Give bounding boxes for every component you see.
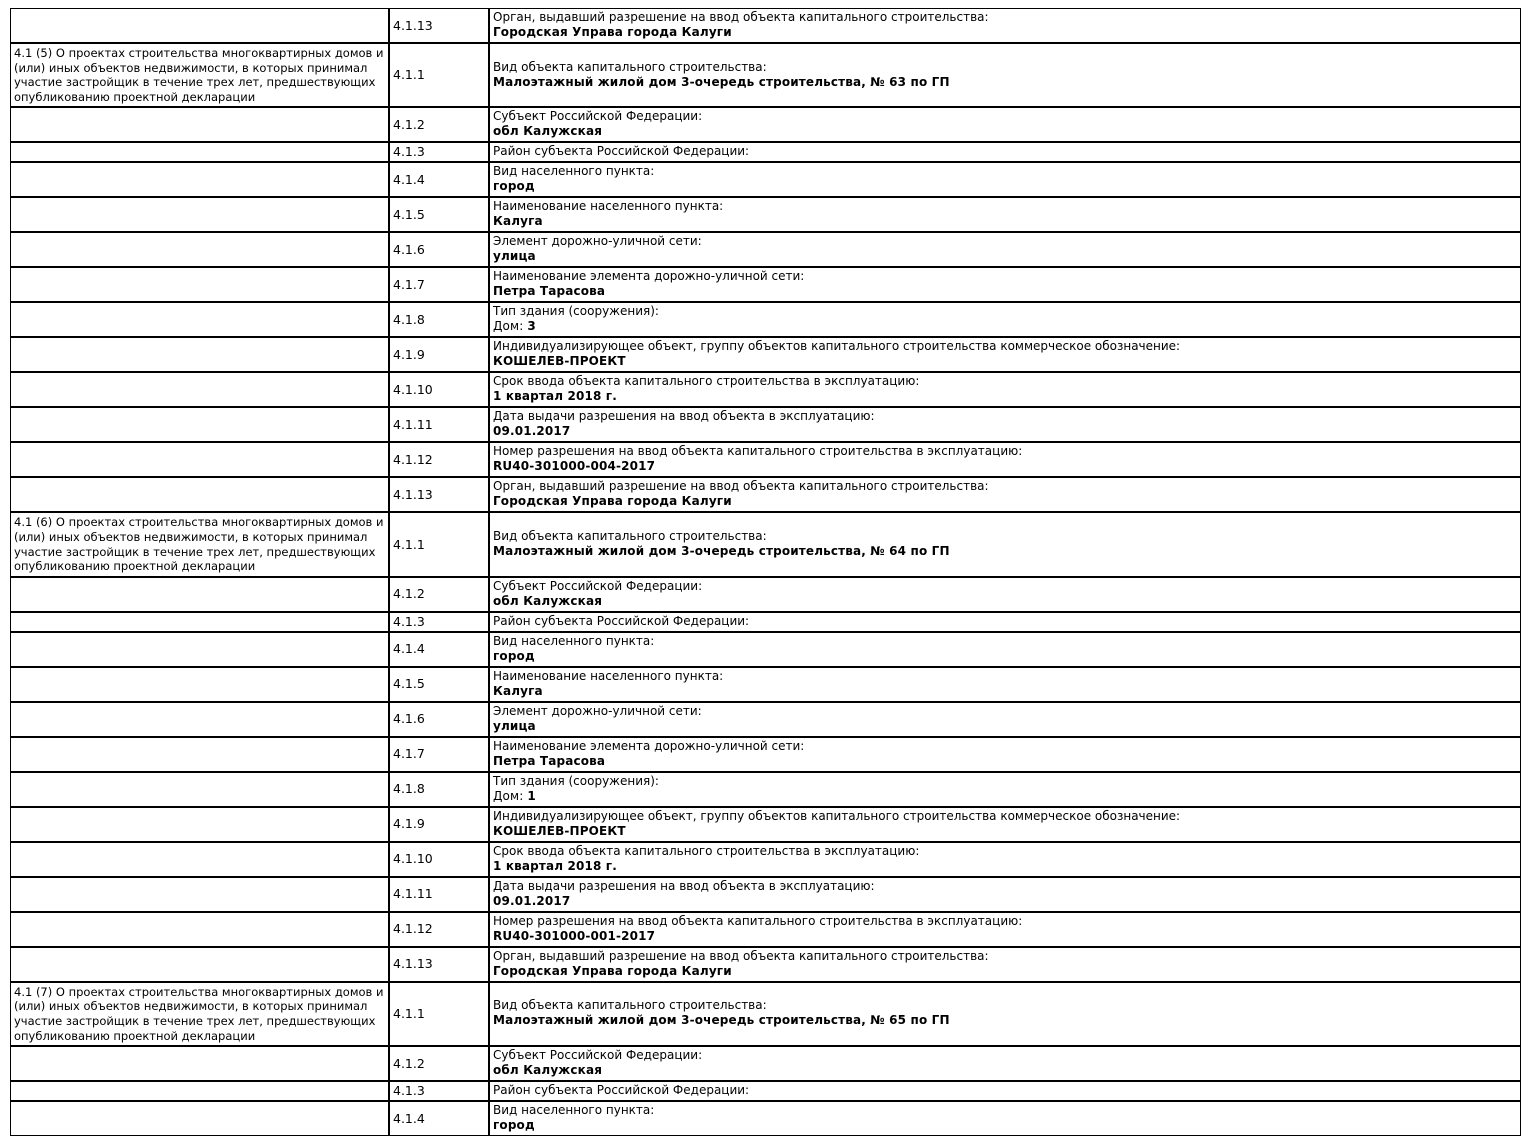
field-label: Субъект Российской Федерации: bbox=[493, 578, 703, 593]
field-value-text: RU40-301000-004-2017 bbox=[493, 459, 656, 474]
row-content-cell bbox=[489, 477, 1521, 512]
field-value bbox=[493, 544, 1516, 559]
table-row bbox=[10, 337, 1521, 372]
section-spacer-cell bbox=[10, 912, 389, 947]
field-value bbox=[493, 964, 1516, 979]
table-row bbox=[10, 947, 1521, 982]
row-code: 4.1.7 bbox=[389, 737, 489, 772]
table-row bbox=[10, 162, 1521, 197]
row-code: 4.1.13 bbox=[389, 8, 489, 43]
section-spacer-cell bbox=[10, 267, 389, 302]
section-spacer-cell bbox=[10, 302, 389, 337]
row-code: 4.1.10 bbox=[389, 372, 489, 407]
row-content-cell bbox=[489, 337, 1521, 372]
field-label: Вид населенного пункта: bbox=[493, 1103, 655, 1118]
field-value bbox=[493, 214, 1516, 229]
field-value-text: 09.01.2017 bbox=[493, 893, 571, 908]
section-spacer-cell bbox=[10, 8, 389, 43]
field-label: Район субъекта Российской Федерации: bbox=[493, 1083, 750, 1098]
section-spacer-cell bbox=[10, 107, 389, 142]
table-row bbox=[10, 107, 1521, 142]
table-row bbox=[10, 302, 1521, 337]
field-label: Номер разрешения на ввод объекта капитального строительства в эксплуатацию: bbox=[493, 913, 1023, 928]
field-value-text: улица bbox=[493, 249, 536, 264]
row-code: 4.1.4 bbox=[389, 1101, 489, 1136]
field-label: Наименование элемента дорожно-уличной сети: bbox=[493, 269, 805, 284]
section-title-cell: 4.1 (7) О проектах строительства многоквартирных домов и (или) иных объектов недвижимости, в которых принимал участие застройщик в течение трех лет, предшествующих опубликованию проектной декларации bbox=[10, 982, 389, 1046]
section-spacer-cell bbox=[10, 577, 389, 612]
row-code: 4.1.4 bbox=[389, 162, 489, 197]
table-row bbox=[10, 372, 1521, 407]
section-spacer-cell bbox=[10, 1081, 389, 1101]
row-content-cell bbox=[489, 372, 1521, 407]
section-spacer-cell bbox=[10, 947, 389, 982]
row-content-cell bbox=[489, 1081, 1521, 1101]
field-value-prefix: Дом: bbox=[493, 319, 528, 334]
row-content-cell bbox=[489, 877, 1521, 912]
field-value-text: обл Калужская bbox=[493, 124, 603, 139]
section-spacer-cell bbox=[10, 702, 389, 737]
section-spacer-cell bbox=[10, 737, 389, 772]
field-value bbox=[493, 1063, 1516, 1078]
field-value-text: RU40-301000-001-2017 bbox=[493, 928, 656, 943]
table-row bbox=[10, 737, 1521, 772]
row-content-cell bbox=[489, 947, 1521, 982]
declaration-table bbox=[10, 8, 1521, 1136]
row-content-cell bbox=[489, 1101, 1521, 1136]
section-title-cell: 4.1 (6) О проектах строительства многоквартирных домов и (или) иных объектов недвижимости, в которых принимал участие застройщик в течение трех лет, предшествующих опубликованию проектной декларации bbox=[10, 512, 389, 576]
field-value bbox=[493, 124, 1516, 139]
row-content-cell bbox=[489, 772, 1521, 807]
row-code: 4.1.8 bbox=[389, 772, 489, 807]
field-label: Орган, выдавший разрешение на ввод объекта капитального строительства: bbox=[493, 948, 989, 963]
field-value bbox=[493, 894, 1516, 909]
table-row bbox=[10, 912, 1521, 947]
section-spacer-cell bbox=[10, 142, 389, 162]
field-value bbox=[493, 249, 1516, 264]
field-label: Наименование элемента дорожно-уличной сети: bbox=[493, 738, 805, 753]
field-value bbox=[493, 319, 1516, 334]
field-label: Вид населенного пункта: bbox=[493, 633, 655, 648]
row-code: 4.1.1 bbox=[389, 43, 489, 107]
row-code: 4.1.9 bbox=[389, 337, 489, 372]
field-value bbox=[493, 424, 1516, 439]
row-content-cell bbox=[489, 982, 1521, 1046]
row-content-cell bbox=[489, 632, 1521, 667]
field-label: Субъект Российской Федерации: bbox=[493, 109, 703, 124]
field-value bbox=[493, 649, 1516, 664]
row-content-cell bbox=[489, 612, 1521, 632]
row-code: 4.1.11 bbox=[389, 877, 489, 912]
field-value-text: обл Калужская bbox=[493, 1063, 603, 1078]
field-value-text: КОШЕЛЕВ-ПРОЕКТ bbox=[493, 823, 626, 838]
field-value-text: Калуга bbox=[493, 214, 543, 229]
field-label: Район субъекта Российской Федерации: bbox=[493, 144, 750, 159]
field-value bbox=[493, 719, 1516, 734]
row-code: 4.1.13 bbox=[389, 947, 489, 982]
table-row bbox=[10, 667, 1521, 702]
field-value bbox=[493, 684, 1516, 699]
field-value bbox=[493, 1118, 1516, 1133]
field-label: Срок ввода объекта капитального строительства в эксплуатацию: bbox=[493, 843, 920, 858]
section-spacer-cell bbox=[10, 1101, 389, 1136]
table-row bbox=[10, 267, 1521, 302]
field-label: Наименование населенного пункта: bbox=[493, 668, 724, 683]
field-value-text: КОШЕЛЕВ-ПРОЕКТ bbox=[493, 354, 626, 369]
row-code: 4.1.12 bbox=[389, 912, 489, 947]
field-label: Наименование населенного пункта: bbox=[493, 199, 724, 214]
row-code: 4.1.1 bbox=[389, 982, 489, 1046]
row-content-cell bbox=[489, 142, 1521, 162]
field-label: Тип здания (сооружения): bbox=[493, 773, 659, 788]
table-body bbox=[10, 8, 1521, 1136]
field-label: Орган, выдавший разрешение на ввод объекта капитального строительства: bbox=[493, 10, 989, 24]
field-value bbox=[493, 179, 1516, 194]
row-content-cell bbox=[489, 1046, 1521, 1081]
table-row bbox=[10, 43, 1521, 107]
row-content-cell bbox=[489, 702, 1521, 737]
row-code: 4.1.2 bbox=[389, 107, 489, 142]
row-content-cell bbox=[489, 197, 1521, 232]
section-spacer-cell bbox=[10, 477, 389, 512]
row-code: 4.1.6 bbox=[389, 702, 489, 737]
row-code: 4.1.3 bbox=[389, 612, 489, 632]
section-spacer-cell bbox=[10, 772, 389, 807]
row-content-cell bbox=[489, 162, 1521, 197]
field-value bbox=[493, 494, 1516, 509]
table-row bbox=[10, 8, 1521, 43]
row-content-cell bbox=[489, 912, 1521, 947]
row-content-cell bbox=[489, 577, 1521, 612]
section-spacer-cell bbox=[10, 197, 389, 232]
field-value-prefix: Дом: bbox=[493, 788, 528, 803]
row-content-cell bbox=[489, 512, 1521, 576]
field-value bbox=[493, 754, 1516, 769]
section-spacer-cell bbox=[10, 842, 389, 877]
row-code: 4.1.10 bbox=[389, 842, 489, 877]
table-row bbox=[10, 407, 1521, 442]
row-code: 4.1.2 bbox=[389, 577, 489, 612]
table-row bbox=[10, 877, 1521, 912]
field-label: Элемент дорожно-уличной сети: bbox=[493, 234, 702, 249]
field-label: Индивидуализирующее объект, группу объектов капитального строительства коммерческое обозначение: bbox=[493, 339, 1181, 354]
field-value bbox=[493, 25, 1516, 40]
table-row bbox=[10, 612, 1521, 632]
field-value bbox=[493, 284, 1516, 299]
section-spacer-cell bbox=[10, 407, 389, 442]
field-value bbox=[493, 75, 1516, 90]
table-row bbox=[10, 772, 1521, 807]
row-code: 4.1.5 bbox=[389, 197, 489, 232]
field-label: Вид населенного пункта: bbox=[493, 164, 655, 179]
table-row bbox=[10, 807, 1521, 842]
field-value bbox=[493, 594, 1516, 609]
field-label: Дата выдачи разрешения на ввод объекта в эксплуатацию: bbox=[493, 878, 875, 893]
row-code: 4.1.6 bbox=[389, 232, 489, 267]
field-label: Индивидуализирующее объект, группу объектов капитального строительства коммерческое обозначение: bbox=[493, 808, 1181, 823]
table-row bbox=[10, 442, 1521, 477]
field-value bbox=[493, 929, 1516, 944]
field-value bbox=[493, 354, 1516, 369]
table-row bbox=[10, 142, 1521, 162]
row-content-cell bbox=[489, 232, 1521, 267]
section-spacer-cell bbox=[10, 632, 389, 667]
field-value-text: Малоэтажный жилой дом 3-очередь строительства, № 63 по ГП bbox=[493, 74, 950, 89]
table-row bbox=[10, 702, 1521, 737]
row-content-cell bbox=[489, 667, 1521, 702]
field-value-text: Петра Тарасова bbox=[493, 284, 606, 299]
field-value-text: Калуга bbox=[493, 683, 543, 698]
field-label: Субъект Российской Федерации: bbox=[493, 1048, 703, 1063]
row-code: 4.1.3 bbox=[389, 1081, 489, 1101]
field-label: Тип здания (сооружения): bbox=[493, 304, 659, 319]
field-value-text: город bbox=[493, 648, 535, 663]
field-value bbox=[493, 459, 1516, 474]
table-row bbox=[10, 982, 1521, 1046]
field-label: Элемент дорожно-уличной сети: bbox=[493, 703, 702, 718]
field-label: Дата выдачи разрешения на ввод объекта в эксплуатацию: bbox=[493, 409, 875, 424]
field-value-text: Малоэтажный жилой дом 3-очередь строительства, № 64 по ГП bbox=[493, 544, 950, 559]
row-code: 4.1.9 bbox=[389, 807, 489, 842]
field-value bbox=[493, 824, 1516, 839]
row-content-cell bbox=[489, 43, 1521, 107]
section-spacer-cell bbox=[10, 807, 389, 842]
field-label: Орган, выдавший разрешение на ввод объекта капитального строительства: bbox=[493, 479, 989, 494]
field-label: Вид объекта капитального строительства: bbox=[493, 998, 767, 1013]
section-title-cell: 4.1 (5) О проектах строительства многоквартирных домов и (или) иных объектов недвижимости, в которых принимал участие застройщик в течение трех лет, предшествующих опубликованию проектной декларации bbox=[10, 43, 389, 107]
field-value-text: Малоэтажный жилой дом 3-очередь строительства, № 65 по ГП bbox=[493, 1013, 950, 1028]
table-row bbox=[10, 1046, 1521, 1081]
section-spacer-cell bbox=[10, 442, 389, 477]
row-content-cell bbox=[489, 842, 1521, 877]
field-label: Номер разрешения на ввод объекта капитального строительства в эксплуатацию: bbox=[493, 444, 1023, 459]
field-value-text: Городская Управа города Калуги bbox=[493, 25, 732, 39]
field-value-text: 3 bbox=[527, 319, 536, 334]
row-content-cell bbox=[489, 107, 1521, 142]
field-value bbox=[493, 789, 1516, 804]
row-content-cell bbox=[489, 8, 1521, 43]
section-spacer-cell bbox=[10, 612, 389, 632]
section-spacer-cell bbox=[10, 337, 389, 372]
section-spacer-cell bbox=[10, 667, 389, 702]
field-value bbox=[493, 1013, 1516, 1028]
row-code: 4.1.4 bbox=[389, 632, 489, 667]
field-value-text: Городская Управа города Калуги bbox=[493, 494, 732, 509]
row-content-cell bbox=[489, 737, 1521, 772]
field-label: Срок ввода объекта капитального строительства в эксплуатацию: bbox=[493, 374, 920, 389]
table-row bbox=[10, 632, 1521, 667]
field-value-text: обл Калужская bbox=[493, 593, 603, 608]
field-label: Район субъекта Российской Федерации: bbox=[493, 613, 750, 628]
field-value-text: улица bbox=[493, 718, 536, 733]
row-content-cell bbox=[489, 442, 1521, 477]
row-code: 4.1.12 bbox=[389, 442, 489, 477]
row-code: 4.1.13 bbox=[389, 477, 489, 512]
table-row bbox=[10, 842, 1521, 877]
field-value bbox=[493, 389, 1516, 404]
field-label: Вид объекта капитального строительства: bbox=[493, 59, 767, 74]
field-value-text: 1 квартал 2018 г. bbox=[493, 389, 617, 404]
field-value-text: город bbox=[493, 1118, 535, 1133]
row-code: 4.1.5 bbox=[389, 667, 489, 702]
row-code: 4.1.11 bbox=[389, 407, 489, 442]
row-code: 4.1.2 bbox=[389, 1046, 489, 1081]
section-spacer-cell bbox=[10, 877, 389, 912]
table-row bbox=[10, 477, 1521, 512]
row-content-cell bbox=[489, 407, 1521, 442]
table-row bbox=[10, 232, 1521, 267]
table-row bbox=[10, 577, 1521, 612]
table-row bbox=[10, 1101, 1521, 1136]
row-code: 4.1.1 bbox=[389, 512, 489, 576]
table-row bbox=[10, 1081, 1521, 1101]
table-row bbox=[10, 197, 1521, 232]
section-spacer-cell bbox=[10, 372, 389, 407]
row-content-cell bbox=[489, 807, 1521, 842]
row-content-cell bbox=[489, 267, 1521, 302]
section-spacer-cell bbox=[10, 1046, 389, 1081]
field-value-text: 09.01.2017 bbox=[493, 424, 571, 439]
section-spacer-cell bbox=[10, 232, 389, 267]
field-value-text: Петра Тарасова bbox=[493, 753, 606, 768]
field-value-text: 1 bbox=[527, 788, 536, 803]
row-code: 4.1.3 bbox=[389, 142, 489, 162]
section-spacer-cell bbox=[10, 162, 389, 197]
row-code: 4.1.8 bbox=[389, 302, 489, 337]
field-value-text: город bbox=[493, 179, 535, 194]
row-content-cell bbox=[489, 302, 1521, 337]
field-value bbox=[493, 859, 1516, 874]
field-value-text: Городская Управа города Калуги bbox=[493, 963, 732, 978]
table-row bbox=[10, 512, 1521, 576]
field-value-text: 1 квартал 2018 г. bbox=[493, 858, 617, 873]
field-label: Вид объекта капитального строительства: bbox=[493, 529, 767, 544]
row-code: 4.1.7 bbox=[389, 267, 489, 302]
